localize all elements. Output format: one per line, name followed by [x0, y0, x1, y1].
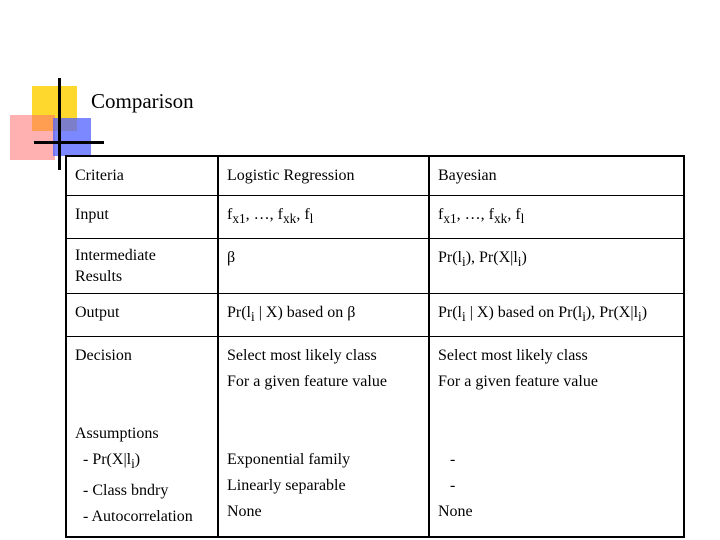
cell-input-bayes: $f_{x1}$, …, $f_{xk}$, $f_l$ [429, 196, 684, 239]
cell-assumptions-label [66, 415, 218, 536]
cell-output-bayes: $Pr(l_i$ | X) based on $Pr(l_i)$, $Pr(X|l_i)$ [429, 294, 684, 337]
cell-decision-lr [218, 337, 429, 416]
intermediate-label-line2: Results [75, 268, 123, 286]
cell-decision-bayes [429, 337, 684, 416]
assumption-item-2: - Class bndry [83, 481, 169, 499]
slide-title: Comparison [91, 89, 194, 113]
cell-header-criteria: Criteria [66, 156, 218, 196]
cell-intermediate-lr: β [218, 239, 429, 294]
cell-intermediate-label [66, 239, 218, 294]
decision-lr-line1: Select most likely class [227, 347, 377, 365]
assumptions-bayes-1: - [450, 451, 456, 469]
assumption-item-1: - $Pr(X|l_i)$ [83, 451, 141, 472]
assumptions-lr-3: None [227, 503, 262, 521]
cell-assumptions-lr [218, 415, 429, 536]
decor-horizontal-line [34, 141, 104, 144]
cell-input-lr: $f_{x1}$, …, $f_{xk}$, $f_l$ [218, 196, 429, 239]
assumption-item-3: - Autocorrelation [83, 507, 193, 525]
table-row-header [66, 156, 684, 196]
assumptions-label: Assumptions [75, 425, 159, 443]
decision-lr-line2: For a given feature value [227, 373, 387, 391]
cell-assumptions-bayes [429, 415, 684, 536]
cell-header-lr: Logistic Regression [218, 156, 429, 196]
cell-intermediate-bayes: $Pr(l_i)$, $Pr(X|l_i)$ [429, 239, 684, 294]
intermediate-label-line1: Intermediate [75, 247, 156, 265]
table-row-input [66, 196, 684, 239]
cell-output-lr: $Pr(l_i$ | X) based on β [218, 294, 429, 337]
table-row-assumptions [66, 415, 684, 536]
cell-output-label: Output [66, 294, 218, 337]
table-row-intermediate [66, 239, 684, 294]
cell-decision-label: Decision [66, 337, 218, 416]
comparison-table [65, 155, 685, 538]
assumptions-lr-1: Exponential family [227, 451, 351, 469]
assumptions-bayes-2: - [450, 477, 456, 495]
decor-red-square [10, 115, 55, 160]
table-row-output [66, 294, 684, 337]
cell-input-label: Input [66, 196, 218, 239]
table-row-decision [66, 337, 684, 416]
cell-header-bayes: Bayesian [429, 156, 684, 196]
decision-bayes-line1: Select most likely class [438, 347, 588, 365]
assumptions-bayes-3: None [438, 503, 473, 521]
decision-bayes-line2: For a given feature value [438, 373, 598, 391]
assumptions-lr-2: Linearly separable [227, 477, 346, 495]
decor-vertical-line [58, 78, 61, 170]
